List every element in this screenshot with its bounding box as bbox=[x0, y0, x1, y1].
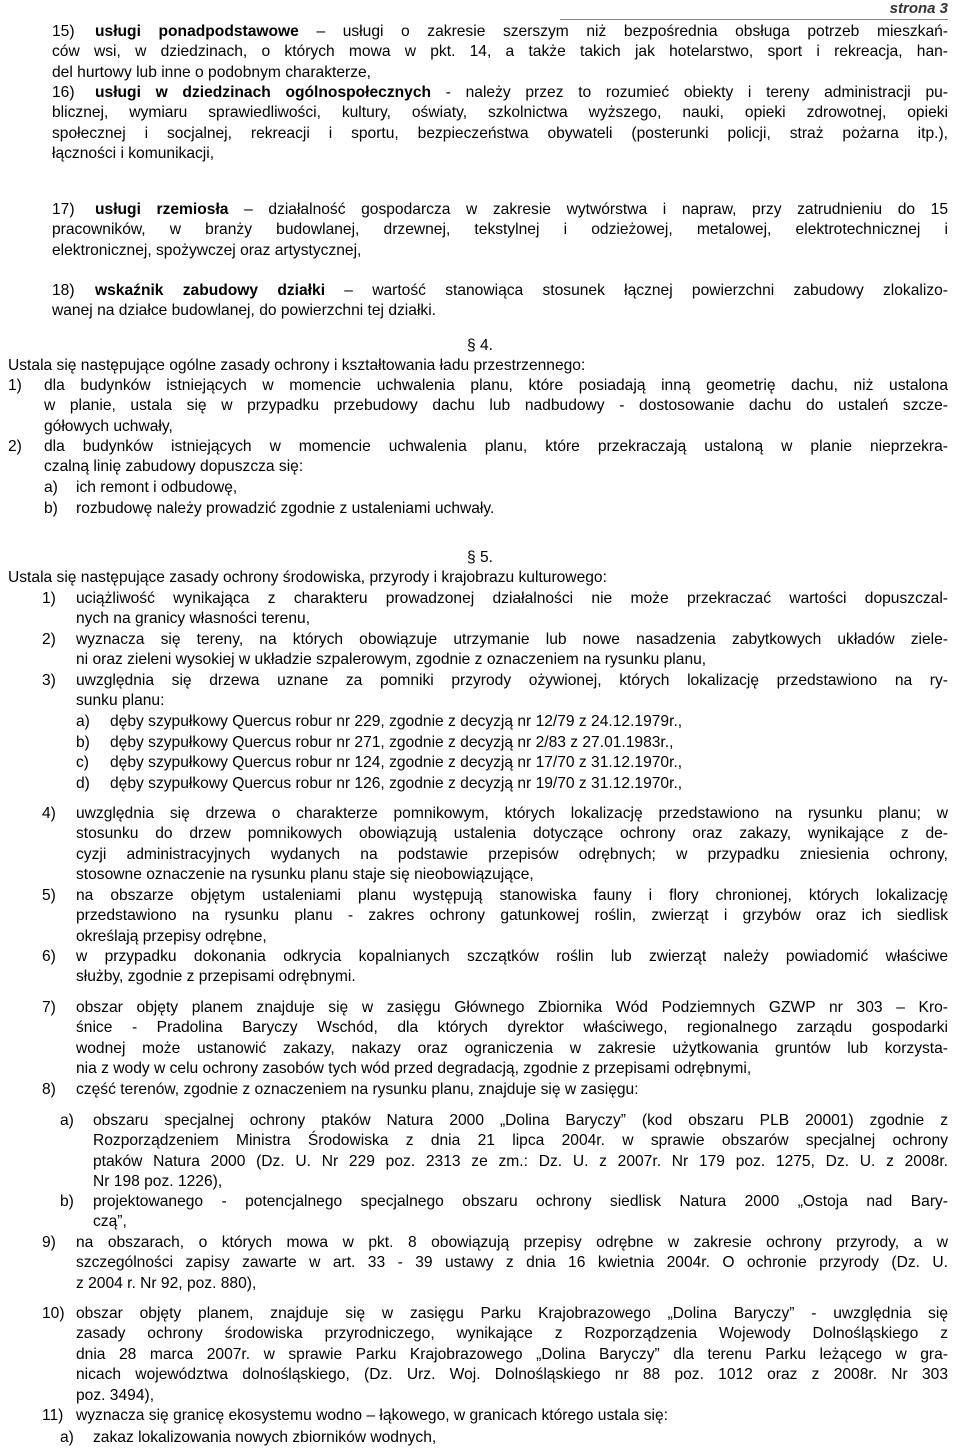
section-5-item-line: zakaz lokalizowania nowych zbiorników wodnych, bbox=[93, 1429, 437, 1446]
section-5-item-line: śnice - Pradolina Baryczy Wschód, dla których dyrektor właściwego, regionalnego zarządu gospodarki bbox=[76, 1019, 948, 1037]
section-5-item-number: 7) bbox=[42, 999, 56, 1016]
section-4-item-line: dla budynków istniejących w momencie uchwalenia planu, które przekraczają ustaloną w planie nieprzekra- bbox=[44, 438, 948, 455]
definition-line: usługi rzemiosła – działalność gospodarcza w zakresie wytwórstwa i napraw, przy zatrudnieniu do 15 bbox=[95, 201, 948, 218]
section-5-item-number: 8) bbox=[42, 1081, 56, 1098]
section-5-item-line: nych na granicy własności terenu, bbox=[76, 610, 311, 628]
section-4-item-text bbox=[76, 499, 948, 519]
section-4-item-line: dla budynków istniejących w momencie uchwalenia planu, które posiadają inną geometrię dachu, niż ustalona bbox=[44, 377, 948, 394]
section-5-item-number: a) bbox=[60, 1429, 74, 1446]
section-5-item-text bbox=[76, 671, 948, 712]
definition-text bbox=[52, 281, 948, 322]
section-4-item-number: a) bbox=[44, 479, 58, 496]
section-5-item-text bbox=[76, 886, 948, 947]
definition-line: blicznej, wymiaru sprawiedliwości, kultury, oświaty, szkolnictwa wyższego, nauki, opieki zdrowotnej, opieki bbox=[52, 104, 948, 122]
section-5-item-line: na obszarach, o których mowa w pkt. 8 obowiązują przepisy odrębne w zakresie ochrony przyrody, a w bbox=[76, 1234, 948, 1251]
definition-text bbox=[52, 200, 948, 261]
definition-term: usługi w dziedzinach ogólnospołecznych bbox=[95, 84, 432, 101]
section-5-item-line: uwzględnia się drzewa uznane za pomniki przyrody ożywionej, których lokalizację przedstawiono na ry- bbox=[76, 672, 948, 689]
section-5-item-line: dęby szypułkowy Quercus robur nr 271, zgodnie z decyzją nr 2/83 z 27.01.1983r., bbox=[110, 734, 674, 751]
section-5-item-number: 4) bbox=[42, 805, 56, 822]
definition-line: łączności i komunikacji, bbox=[52, 145, 215, 163]
section-5-item-line: nia z wody w celu ochrony zasobów tych wód przed degradacją, zgodnie z przepisami odrębnymi, bbox=[76, 1060, 752, 1078]
section-5-heading: § 5. bbox=[466, 549, 493, 566]
section-4-item-text bbox=[76, 478, 948, 498]
section-5-item-number: 2) bbox=[42, 631, 56, 648]
section-5-item-text bbox=[110, 753, 948, 773]
section-5-item-line: z 2004 r. Nr 92, poz. 880), bbox=[76, 1274, 257, 1292]
section-5-item-text bbox=[76, 1304, 948, 1406]
header-rule bbox=[560, 19, 948, 20]
section-5-item-line: szczególności zapisy zawarte w art. 33 - 39 ustawy z dnia 16 kwietnia 2004r. O ochronie przyrody (Dz. U. bbox=[76, 1254, 948, 1272]
definition-line: elektronicznej, spożywczej oraz artystycznej, bbox=[52, 241, 362, 259]
section-5-item-line: projektowanego - potencjalnego specjalnego obszaru ochrony siedlisk Natura 2000 „Ostoja nad Bary- bbox=[93, 1193, 948, 1210]
section-5-item-text bbox=[76, 1233, 948, 1294]
section-4-item-line: gółowych uchwały, bbox=[44, 417, 173, 435]
section-5-item-number: d) bbox=[76, 775, 90, 792]
section-5-item-text bbox=[76, 1080, 948, 1100]
section-5-item-line: uwzględnia się drzewa o charakterze pomnikowym, których lokalizację przedstawiono na rysunku planu; w bbox=[76, 805, 948, 822]
section-4-item-text bbox=[44, 376, 948, 437]
section-5-item-line: obszar objęty planem znajduje się w zasięgu Głównego Zbiornika Wód Podziemnych GZWP nr 303 – Kro- bbox=[76, 999, 948, 1016]
section-5-item-number: 5) bbox=[42, 887, 56, 904]
section-5-item-number: a) bbox=[76, 713, 90, 730]
section-5-item-line: obszaru specjalnej ochrony ptaków Natura 2000 „Dolina Baryczy” (kod obszaru PLB 20001) zgodnie z bbox=[93, 1112, 948, 1129]
section-5-item-number: 3) bbox=[42, 672, 56, 689]
definition-number: 17) bbox=[52, 201, 75, 218]
definition-number: 18) bbox=[52, 282, 75, 299]
section-5-item-line: dęby szypułkowy Quercus robur nr 126, zgodnie z decyzją nr 19/70 z 31.12.1970r., bbox=[110, 775, 683, 792]
section-5-item-line: wodnej może ustanowić zakazy, nakazy oraz ograniczenia w zakresie użytkowania gruntów lub korzysta- bbox=[76, 1039, 948, 1057]
section-5-item-line: Rozporządzeniem Ministra Środowiska z dnia 21 lipca 2004r. w sprawie obszarów specjalnej ochrony bbox=[93, 1132, 948, 1150]
section-5-item-number: 9) bbox=[42, 1234, 56, 1251]
section-5-item-line: na obszarze objętym ustaleniami planu występują stanowiska fauny i flory chronionej, których lokalizację bbox=[76, 887, 948, 904]
section-5-item-line: uciążliwość wynikająca z charakteru prowadzonej działalności nie może przekraczać wartości dopuszczal- bbox=[76, 590, 948, 607]
section-5-item-text bbox=[110, 712, 948, 732]
definition-line: del hurtowy lub inne o podobnym charakterze, bbox=[52, 63, 371, 81]
section-4-item-line: ich remont i odbudowę, bbox=[76, 479, 238, 496]
section-4-intro: Ustala się następujące ogólne zasady ochrony i kształtowania ładu przestrzennego: bbox=[8, 357, 586, 374]
section-4-item-line: czalną linię zabudowy dopuszcza się: bbox=[44, 458, 304, 476]
section-5-item-line: przedstawiono na rysunku planu - zakres ochrony gatunkowej roślin, zwierząt i grzybów oraz ich siedlisk bbox=[76, 907, 948, 925]
section-5-item-line: ni oraz zieleni wysokiej w układzie szpalerowym, zgodnie z oznaczeniem na rysunku planu, bbox=[76, 651, 707, 669]
section-5-item-text bbox=[93, 1428, 948, 1448]
section-5-item-line: cyzji administracyjnych wydanych na podstawie przepisów odrębnych; w przypadku zniesienia ochrony, bbox=[76, 845, 948, 863]
section-5-item-number: 6) bbox=[42, 948, 56, 965]
definition-number: 16) bbox=[52, 84, 75, 101]
section-5-item-line: dnia 28 marca 2007r. w sprawie Parku Krajobrazowego „Dolina Baryczy” dla terenu Parku leżącego w gra- bbox=[76, 1345, 948, 1363]
definition-line: wskaźnik zabudowy działki – wartość stanowiąca stosunek łącznej powierzchni zabudowy zlokalizo- bbox=[95, 282, 948, 299]
definition-line: usługi ponadpodstawowe – usługi o zakresie szerszym niż bezpośrednia obsługa potrzeb mieszkań- bbox=[95, 23, 949, 40]
section-5-item-text bbox=[76, 804, 948, 886]
section-5-item-line: część terenów, zgodnie z oznaczeniem na rysunku planu, znajduje się w zasięgu: bbox=[76, 1081, 639, 1098]
section-5-item-text bbox=[76, 589, 948, 630]
section-5-intro: Ustala się następujące zasady ochrony środowiska, przyrody i krajobrazu kulturowego: bbox=[8, 569, 607, 586]
section-5-item-text bbox=[76, 947, 948, 988]
section-5-item-line: dęby szypułkowy Quercus robur nr 229, zgodnie z decyzją nr 12/79 z 24.12.1979r., bbox=[110, 713, 683, 730]
section-5-item-number: 11) bbox=[42, 1407, 64, 1424]
section-4-item-text bbox=[44, 437, 948, 478]
section-5-item-line: służby, zgodnie z przepisami odrębnymi. bbox=[76, 968, 356, 986]
definition-line: społecznej i socjalnej, rekreacji i sportu, bezpieczeństwa obywateli (posterunki policji, straż pożarna itp.), bbox=[52, 124, 948, 142]
section-4-item-number: 1) bbox=[8, 377, 22, 394]
section-5-item-number: a) bbox=[60, 1112, 74, 1129]
section-5-item-text bbox=[110, 774, 948, 794]
section-5-item-line: ptaków Natura 2000 (Dz. U. Nr 229 poz. 2313 ze zm.: Dz. U. z 2007r. Nr 179 poz. 1275, Dz. U. z 2008r. bbox=[93, 1152, 948, 1170]
definition-term: usługi ponadpodstawowe bbox=[95, 23, 299, 40]
section-5-item-text bbox=[76, 630, 948, 671]
definition-line: usługi w dziedzinach ogólnospołecznych - należy przez to rozumieć obiekty i tereny administracji pu- bbox=[95, 84, 948, 101]
section-5-item-line: nicach województwa dolnośląskiego, (Dz. Urz. Woj. Dolnośląskiego nr 88 poz. 1012 oraz z 2008r. Nr 303 bbox=[76, 1366, 948, 1384]
section-5-item-number: 10) bbox=[42, 1305, 65, 1322]
definition-text bbox=[52, 83, 948, 165]
section-5-item-line: sunku planu: bbox=[76, 692, 165, 710]
definition-term: wskaźnik zabudowy działki bbox=[95, 282, 326, 299]
section-5-item-text bbox=[93, 1111, 948, 1193]
section-5-item-line: obszar objęty planem, znajduje się w zasięgu Parku Krajobrazowego „Dolina Baryczy” - uwzględnia się bbox=[76, 1305, 948, 1322]
section-5-item-line: stosowne oznaczenie na rysunku planu staje się nieobowiązujące, bbox=[76, 866, 534, 884]
section-4-item-line: w planie, ustala się w przypadku przebudowy dachu lub nadbudowy - dostosowanie dachu do ustaleń szcze- bbox=[44, 397, 948, 415]
section-5-item-text bbox=[110, 733, 948, 753]
definition-line: ców wsi, w dziedzinach, o których mowa w pkt. 14, a także takich jak hotelarstwo, sport i rekreacja, han- bbox=[52, 43, 948, 61]
definition-text bbox=[52, 22, 948, 83]
section-5-item-line: czą”, bbox=[93, 1213, 127, 1231]
section-5-item-line: określają przepisy odrębne, bbox=[76, 927, 267, 945]
section-5-item-line: wyznacza się tereny, na których obowiązuje utrzymanie lub nowe nasadzenia zabytkowych układów ziele- bbox=[76, 631, 948, 648]
section-5-item-number: b) bbox=[76, 734, 90, 751]
section-5-item-line: Nr 198 poz. 1226), bbox=[93, 1173, 223, 1191]
definition-line: pracowników, w branży budowlanej, drzewnej, tekstylnej i odzieżowej, metalowej, elektrotechnicznej i bbox=[52, 221, 948, 239]
section-4-item-number: b) bbox=[44, 500, 58, 517]
section-4-heading: § 4. bbox=[466, 337, 493, 354]
definition-number: 15) bbox=[52, 23, 75, 40]
section-5-item-line: poz. 3494), bbox=[76, 1386, 155, 1404]
page-number-label: strona 3 bbox=[889, 0, 948, 17]
section-5-item-line: stosunku do drzew pomnikowych obowiązują ustalenia dotyczące ochrony oraz zakazy, wynikające z de- bbox=[76, 825, 948, 843]
section-5-item-text bbox=[76, 1406, 948, 1426]
section-5-item-line: w przypadku dokonania odkrycia kopalnianych szczątków roślin lub zwierząt należy powiadomić właściwe bbox=[76, 948, 948, 965]
section-5-item-text bbox=[93, 1192, 948, 1233]
section-5-item-line: dęby szypułkowy Quercus robur nr 124, zgodnie z decyzją nr 17/70 z 31.12.1970r., bbox=[110, 754, 683, 771]
section-5-item-number: b) bbox=[60, 1193, 74, 1210]
section-5-item-text bbox=[76, 998, 948, 1080]
section-5-item-line: zasady ochrony środowiska przyrodniczego, wynikające z Rozporządzenia Wojewody Dolnośląskiego z bbox=[76, 1325, 948, 1343]
section-4-item-number: 2) bbox=[8, 438, 22, 455]
section-4-item-line: rozbudowę należy prowadzić zgodnie z ustaleniami uchwały. bbox=[76, 500, 495, 517]
definition-term: usługi rzemiosła bbox=[95, 201, 229, 218]
section-5-item-line: wyznacza się granicę ekosystemu wodno – łąkowego, w granicach którego ustala się: bbox=[76, 1407, 669, 1424]
definition-line: wanej na działce budowlanej, do powierzchni tej działki. bbox=[52, 302, 437, 320]
section-5-item-number: 1) bbox=[42, 590, 56, 607]
section-5-item-number: c) bbox=[76, 754, 89, 771]
